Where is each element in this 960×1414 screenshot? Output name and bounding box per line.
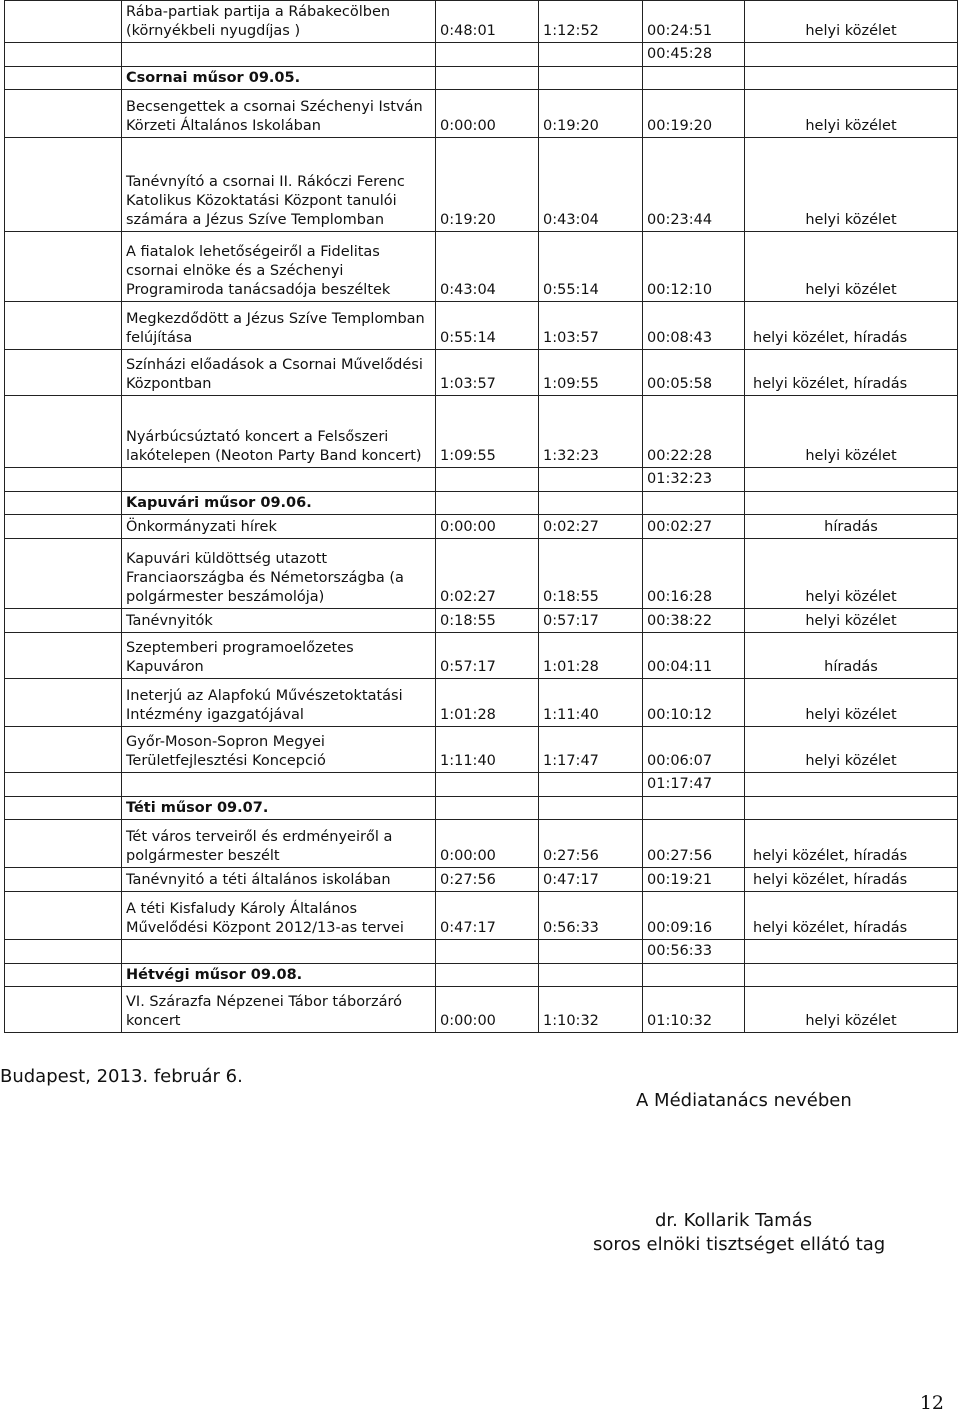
row-end: 0:56:33 xyxy=(539,892,643,940)
row-duration: 01:32:23 xyxy=(643,468,745,492)
row-category: helyi közélet xyxy=(745,609,958,633)
row-start: 1:11:40 xyxy=(436,727,539,773)
row-title: Szeptemberi programoelőzetes Kapuváron xyxy=(122,633,436,679)
table-row xyxy=(5,1,958,43)
row-empty-cell xyxy=(5,797,122,820)
row-end xyxy=(539,964,643,987)
row-start: 0:43:04 xyxy=(436,232,539,302)
row-end: 1:09:55 xyxy=(539,350,643,396)
row-duration: 00:19:20 xyxy=(643,90,745,138)
row-start: 0:47:17 xyxy=(436,892,539,940)
row-category: helyi közélet xyxy=(745,987,958,1033)
row-category: helyi közélet, híradás xyxy=(745,820,958,868)
row-empty-cell xyxy=(5,67,122,90)
row-title: Ineterjú az Alapfokú Művészetoktatási Intézmény igazgatójával xyxy=(122,679,436,727)
row-start: 0:00:00 xyxy=(436,987,539,1033)
row-empty-cell xyxy=(5,773,122,797)
row-category: helyi közélet xyxy=(745,679,958,727)
row-empty-cell xyxy=(5,138,122,232)
table-row xyxy=(5,633,958,679)
row-start: 0:00:00 xyxy=(436,515,539,539)
row-duration xyxy=(643,964,745,987)
row-end xyxy=(539,797,643,820)
row-start: 0:48:01 xyxy=(436,1,539,43)
row-duration: 01:17:47 xyxy=(643,773,745,797)
row-title: A fiatalok lehetőségeiről a Fidelitas csornai elnöke és a Széchenyi Programiroda tanácsadója beszéltek xyxy=(122,232,436,302)
table-row xyxy=(5,302,958,350)
row-duration: 00:09:16 xyxy=(643,892,745,940)
row-start xyxy=(436,773,539,797)
row-end xyxy=(539,468,643,492)
row-end xyxy=(539,43,643,67)
row-end: 1:17:47 xyxy=(539,727,643,773)
row-duration: 00:16:28 xyxy=(643,539,745,609)
row-empty-cell xyxy=(5,987,122,1033)
table-row xyxy=(5,468,958,492)
table-row xyxy=(5,868,958,892)
row-title: Becsengettek a csornai Széchenyi István Körzeti Általános Iskolában xyxy=(122,90,436,138)
row-empty-cell xyxy=(5,679,122,727)
row-title: Megkezdődött a Jézus Szíve Templomban felújítása xyxy=(122,302,436,350)
table-row xyxy=(5,727,958,773)
row-start xyxy=(436,940,539,964)
row-title: Téti műsor 09.07. xyxy=(122,797,436,820)
row-start: 1:03:57 xyxy=(436,350,539,396)
row-end: 0:57:17 xyxy=(539,609,643,633)
table-row xyxy=(5,987,958,1033)
row-start xyxy=(436,492,539,515)
place-date: Budapest, 2013. február 6. xyxy=(0,1066,243,1087)
row-duration: 00:45:28 xyxy=(643,43,745,67)
row-category: helyi közélet xyxy=(745,1,958,43)
row-duration: 00:02:27 xyxy=(643,515,745,539)
row-end: 1:32:23 xyxy=(539,396,643,468)
row-end: 1:01:28 xyxy=(539,633,643,679)
row-category: helyi közélet, híradás xyxy=(745,302,958,350)
schedule-body xyxy=(5,1,958,1033)
table-row xyxy=(5,492,958,515)
row-category: helyi közélet xyxy=(745,138,958,232)
row-start xyxy=(436,43,539,67)
row-end: 1:12:52 xyxy=(539,1,643,43)
row-empty-cell xyxy=(5,302,122,350)
on-behalf-text: A Médiatanács nevében xyxy=(636,1090,852,1111)
row-duration: 00:19:21 xyxy=(643,868,745,892)
row-duration: 00:08:43 xyxy=(643,302,745,350)
row-duration: 00:06:07 xyxy=(643,727,745,773)
row-duration xyxy=(643,67,745,90)
table-row xyxy=(5,138,958,232)
row-start: 0:57:17 xyxy=(436,633,539,679)
row-category: helyi közélet xyxy=(745,232,958,302)
row-empty-cell xyxy=(5,892,122,940)
row-start: 0:00:00 xyxy=(436,820,539,868)
row-duration: 00:24:51 xyxy=(643,1,745,43)
row-empty-cell xyxy=(5,232,122,302)
row-duration xyxy=(643,797,745,820)
row-empty-cell xyxy=(5,1,122,43)
row-end xyxy=(539,492,643,515)
row-category: helyi közélet, híradás xyxy=(745,868,958,892)
row-title: Tanévnyitók xyxy=(122,609,436,633)
row-end: 0:02:27 xyxy=(539,515,643,539)
row-start xyxy=(436,964,539,987)
row-empty-cell xyxy=(5,396,122,468)
table-row xyxy=(5,396,958,468)
row-start: 0:55:14 xyxy=(436,302,539,350)
row-start: 0:19:20 xyxy=(436,138,539,232)
row-title: Rába-partiak partija a Rábakecölben (környékbeli nyugdíjas ) xyxy=(122,1,436,43)
row-title: Tét város terveiről és erdményeiről a polgármester beszélt xyxy=(122,820,436,868)
row-empty-cell xyxy=(5,940,122,964)
row-duration: 00:22:28 xyxy=(643,396,745,468)
row-end: 0:43:04 xyxy=(539,138,643,232)
row-empty-cell xyxy=(5,868,122,892)
table-row xyxy=(5,43,958,67)
row-title: Nyárbúcsúztató koncert a Felsőszeri lakótelepen (Neoton Party Band koncert) xyxy=(122,396,436,468)
table-row xyxy=(5,892,958,940)
row-duration: 01:10:32 xyxy=(643,987,745,1033)
row-category: helyi közélet, híradás xyxy=(745,892,958,940)
row-start xyxy=(436,797,539,820)
row-start: 0:18:55 xyxy=(436,609,539,633)
row-empty-cell xyxy=(5,90,122,138)
signer-title: soros elnöki tisztséget ellátó tag xyxy=(593,1234,886,1255)
row-empty-cell xyxy=(5,468,122,492)
row-title: Kapuvári műsor 09.06. xyxy=(122,492,436,515)
row-duration xyxy=(643,492,745,515)
row-title: Színházi előadások a Csornai Művelődési Központban xyxy=(122,350,436,396)
row-title xyxy=(122,468,436,492)
row-end xyxy=(539,773,643,797)
row-duration: 00:23:44 xyxy=(643,138,745,232)
row-category xyxy=(745,940,958,964)
program-schedule-table xyxy=(4,0,958,1033)
row-title: Győr-Moson-Sopron Megyei Területfejlesztési Koncepció xyxy=(122,727,436,773)
table-row xyxy=(5,964,958,987)
table-row xyxy=(5,67,958,90)
row-start: 0:00:00 xyxy=(436,90,539,138)
row-start xyxy=(436,468,539,492)
row-title: VI. Szárazfa Népzenei Tábor táborzáró koncert xyxy=(122,987,436,1033)
row-empty-cell xyxy=(5,609,122,633)
row-start xyxy=(436,67,539,90)
table-row xyxy=(5,232,958,302)
row-category xyxy=(745,492,958,515)
row-title: Önkormányzati hírek xyxy=(122,515,436,539)
row-category: helyi közélet, híradás xyxy=(745,350,958,396)
page-number: 12 xyxy=(919,1392,944,1414)
row-duration: 00:27:56 xyxy=(643,820,745,868)
row-end: 0:18:55 xyxy=(539,539,643,609)
table-row xyxy=(5,609,958,633)
row-empty-cell xyxy=(5,492,122,515)
row-end: 0:27:56 xyxy=(539,820,643,868)
row-end: 1:10:32 xyxy=(539,987,643,1033)
table-row xyxy=(5,797,958,820)
row-empty-cell xyxy=(5,727,122,773)
row-duration: 00:10:12 xyxy=(643,679,745,727)
table-row xyxy=(5,515,958,539)
row-end: 0:19:20 xyxy=(539,90,643,138)
row-duration: 00:38:22 xyxy=(643,609,745,633)
row-end xyxy=(539,940,643,964)
row-title: A téti Kisfaludy Károly Általános Művelődési Központ 2012/13-as tervei xyxy=(122,892,436,940)
row-duration: 00:05:58 xyxy=(643,350,745,396)
row-category xyxy=(745,797,958,820)
row-category xyxy=(745,67,958,90)
row-category: helyi közélet xyxy=(745,396,958,468)
row-empty-cell xyxy=(5,964,122,987)
row-category: helyi közélet xyxy=(745,727,958,773)
row-end: 1:11:40 xyxy=(539,679,643,727)
row-end: 1:03:57 xyxy=(539,302,643,350)
row-empty-cell xyxy=(5,633,122,679)
row-title: Tanévnyitó a téti általános iskolában xyxy=(122,868,436,892)
row-category xyxy=(745,468,958,492)
row-title xyxy=(122,43,436,67)
row-category: helyi közélet xyxy=(745,90,958,138)
row-category xyxy=(745,773,958,797)
row-empty-cell xyxy=(5,820,122,868)
table-row xyxy=(5,940,958,964)
row-start: 0:27:56 xyxy=(436,868,539,892)
row-title xyxy=(122,773,436,797)
row-start: 1:01:28 xyxy=(436,679,539,727)
row-empty-cell xyxy=(5,43,122,67)
row-category xyxy=(745,43,958,67)
table-row xyxy=(5,539,958,609)
row-end: 0:47:17 xyxy=(539,868,643,892)
row-end: 0:55:14 xyxy=(539,232,643,302)
row-title: Hétvégi műsor 09.08. xyxy=(122,964,436,987)
row-start: 1:09:55 xyxy=(436,396,539,468)
row-title: Kapuvári küldöttség utazott Franciaországba és Németországba (a polgármester beszámolója) xyxy=(122,539,436,609)
row-title: Tanévnyító a csornai II. Rákóczi Ferenc Katolikus Közoktatási Központ tanulói számára a Jézus Szíve Templomban xyxy=(122,138,436,232)
table-row xyxy=(5,820,958,868)
row-empty-cell xyxy=(5,350,122,396)
row-category xyxy=(745,964,958,987)
row-end xyxy=(539,67,643,90)
row-empty-cell xyxy=(5,539,122,609)
row-start: 0:02:27 xyxy=(436,539,539,609)
table-row xyxy=(5,773,958,797)
table-row xyxy=(5,679,958,727)
table-row xyxy=(5,350,958,396)
row-empty-cell xyxy=(5,515,122,539)
row-duration: 00:04:11 xyxy=(643,633,745,679)
row-duration: 00:56:33 xyxy=(643,940,745,964)
row-category: híradás xyxy=(745,633,958,679)
row-title: Csornai műsor 09.05. xyxy=(122,67,436,90)
row-category: híradás xyxy=(745,515,958,539)
row-category: helyi közélet xyxy=(745,539,958,609)
signer-name: dr. Kollarik Tamás xyxy=(655,1210,813,1231)
row-duration: 00:12:10 xyxy=(643,232,745,302)
table-row xyxy=(5,90,958,138)
row-title xyxy=(122,940,436,964)
